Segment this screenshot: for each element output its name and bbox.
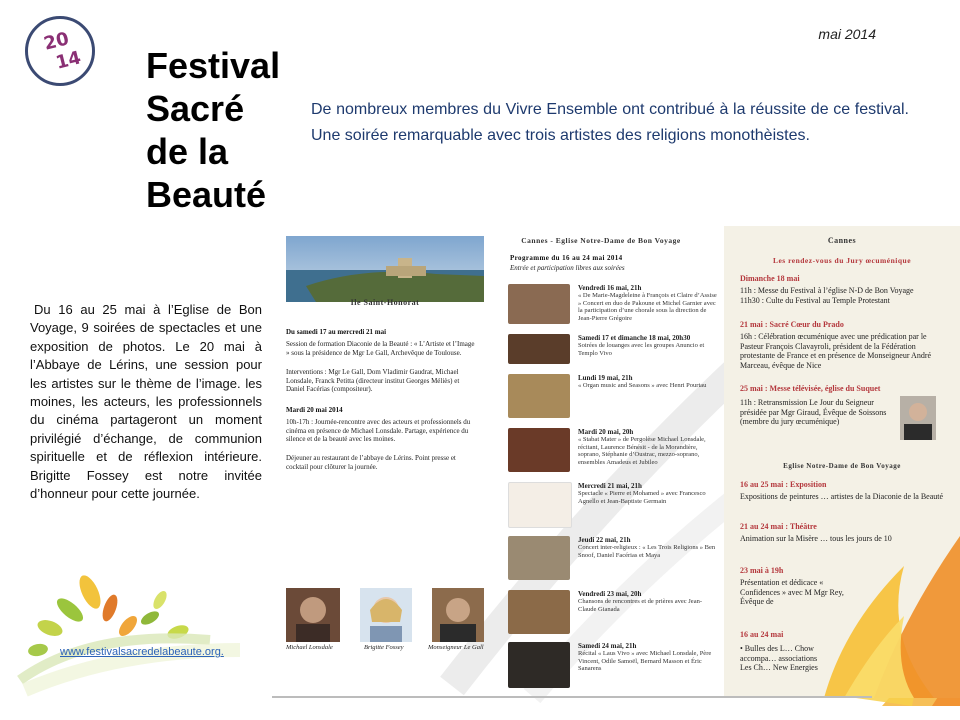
brochure-column-programme xyxy=(496,226,717,698)
event-description: Soirées de louanges avec les groupes Anuncio et Templo Vivo xyxy=(578,342,705,357)
jury-section-text: Animation sur la Misère … tous les jours de 10 xyxy=(740,534,892,543)
jury-section-text: • Bulles des L… Chow accompa… associations Les Ch… New Energies xyxy=(740,644,818,672)
photo-caption: Brigitte Fossey xyxy=(364,644,404,651)
jury-subheading: Les rendez-vous du Jury œcuménique xyxy=(772,256,912,265)
jury-section-text: Expositions de peintures … artistes de la Diaconie de la Beauté xyxy=(740,492,944,501)
festival-website-link[interactable]: www.festivalsacredelabeaute.org. xyxy=(60,646,224,658)
programme-dates: Programme du 16 au 24 mai 2014 xyxy=(510,254,623,262)
year-badge xyxy=(25,16,95,86)
event-description: Récital « Laus Vivo » avec Michael Lonsdale, Père Vincent, Odile Samoël, Bernard Masson et Éric Sanarens xyxy=(578,650,712,672)
bottom-divider xyxy=(272,696,872,698)
date-label: mai 2014 xyxy=(818,26,876,42)
portrait-monseigneur-le-gall xyxy=(432,588,484,642)
event-description: « Organ music and Seasons » avec Henri Pourtau xyxy=(578,382,707,389)
jury-section-heading: 23 mai à 19h xyxy=(740,566,784,575)
event-date: Jeudi 22 mai, 21h xyxy=(578,536,631,544)
programme-entry-note: Entrée et participation libres aux soirées xyxy=(510,264,625,272)
programme-event xyxy=(508,534,718,582)
jury-section-heading: 16 au 25 mai : Exposition xyxy=(740,480,827,489)
event-date: Vendredi 23 mai, 20h xyxy=(578,590,642,598)
intro-paragraph: De nombreux membres du Vivre Ensemble ont contribué à la réussite de ce festival. Une soirée remarquable avec trois artistes des religions monothèistes. xyxy=(311,101,909,144)
title-line: Sacré xyxy=(146,88,245,129)
programme-event xyxy=(508,426,718,474)
jury-section-text: 11h30 : Culte du Festival au Temple Protestant xyxy=(740,296,890,305)
event-photo xyxy=(508,374,570,418)
title-line: Festival xyxy=(146,45,281,86)
portrait-mgr-giraud xyxy=(900,396,936,440)
event-photo xyxy=(508,284,570,324)
year-badge-line1: 20 xyxy=(41,28,72,55)
jury-section-heading: 25 mai : Messe télévisée, église du Suquet xyxy=(740,384,881,393)
event-description: Spectacle « Pierre et Mohamed » avec Francesco Agnello et Jean-Baptiste Germain xyxy=(578,490,706,505)
portrait-brigitte-fossey xyxy=(360,588,412,642)
programme-event xyxy=(508,480,718,530)
brochure-column-jury xyxy=(724,226,960,698)
programme-event xyxy=(508,588,718,634)
event-photo xyxy=(508,642,570,688)
event-photo xyxy=(508,334,570,364)
section-heading: Du samedi 17 au mercredi 21 mai xyxy=(286,328,387,336)
section-heading: Mardi 20 mai 2014 xyxy=(286,406,343,414)
jury-section-text: 16h : Célébration œcuménique avec une prédication par le Pasteur François Clavayroli, président de la Fédération protestante de France et en présence de Monseigneur André Marceau, évêque de Nice xyxy=(740,332,932,370)
programme-event xyxy=(508,282,718,328)
title-line: Beauté xyxy=(146,174,267,215)
jury-heading: Cannes xyxy=(827,236,857,245)
event-description: « Stabat Mater » de Pergolèse Michael Lonsdale, récitant, Laurence Bénésit - de la Morandière, soprano, Stéphanie d’Oustrac, mezzo-soprano, ensembles Amadeus et Jubileo xyxy=(578,436,706,466)
event-description: Concert inter-religieux : « Les Trois Religions » Ben Snoof, Daniel Facérias et Maya xyxy=(578,544,716,559)
year-badge-line2: 14 xyxy=(53,47,84,74)
festival-brochure-image xyxy=(272,226,960,698)
event-date: Mercredi 21 mai, 21h xyxy=(578,482,642,490)
programme-heading: Cannes - Eglise Notre-Dame de Bon Voyage xyxy=(521,236,681,245)
event-photo xyxy=(508,590,570,634)
jury-section-heading: 21 mai : Sacré Cœur du Prado xyxy=(740,320,844,329)
section-text: Session de formation Diaconie de la Beauté : « L’Artiste et l’Image » sous la présidence de Mgr Le Gall, Archevêque de Toulouse. xyxy=(286,340,475,357)
section-text: Interventions : Mgr Le Gall, Dom Vladimir Gaudrat, Michael Lonsdale, Franck Petitta (directeur institut Georges Méliès) et Daniel Facérias (compositeur). xyxy=(286,368,460,393)
place-heading: Ile Saint-Honorat xyxy=(350,298,420,307)
jury-section-text: 11h : Messe du Festival à l’église N-D de Bon Voyage xyxy=(740,286,914,295)
body-paragraph: Du 16 au 25 mai à l’Eglise de Bon Voyage, 9 soirées de spectacles et une exposition de photos. Le 20 mai à l’Abbaye de Lérins, une session pour les artistes sur le thème de l’image. les moines, les acteurs, les professionnels du cinéma partageront un moment privilégié d’échange, de communion spirituelle et de réflexion intérieure. Brigitte Fossey est notre invitée d’honneur pour cette journée. xyxy=(30,302,262,502)
jury-section-text: Présentation et dédicace « Confidences » avec M Mgr Rey, Évêque de xyxy=(740,578,844,606)
event-description: Chansons de rencontres et de prières avec Jean-Claude Gianada xyxy=(578,598,702,613)
page-title xyxy=(146,44,280,216)
section-text: 10h-17h : Journée-rencontre avec des acteurs et professionnels du cinéma en présence de Michael Lonsdale. Partage, expérience du silence et de la beauté avec les moines. xyxy=(286,418,471,443)
event-date: Samedi 24 mai, 21h xyxy=(578,642,637,650)
brochure-column-ile-saint-honorat xyxy=(272,226,484,698)
event-photo xyxy=(508,428,570,472)
event-date: Lundi 19 mai, 21h xyxy=(578,374,633,382)
photo-caption: Monseigneur Le Gall xyxy=(428,644,484,651)
section-text: Déjeuner au restaurant de l’abbaye de Lérins. Point presse et cocktail pour clôturer la journée. xyxy=(286,454,456,471)
programme-event xyxy=(508,332,718,368)
jury-section-heading: 16 au 24 mai xyxy=(740,630,784,639)
programme-event xyxy=(508,372,718,420)
photo-caption: Michael Lonsdale xyxy=(286,644,333,651)
exhibit-heading: Eglise Notre-Dame de Bon Voyage xyxy=(783,462,901,470)
jury-section-text: 11h : Retransmission Le Jour du Seigneur présidée par Mgr Giraud, Évêque de Soissons (membre du jury œcuménique) xyxy=(740,398,887,426)
portrait-michael-lonsdale xyxy=(286,588,340,642)
title-line: de la xyxy=(146,131,229,172)
festival-leaf-logo xyxy=(0,570,270,720)
jury-section-heading: Dimanche 18 mai xyxy=(740,274,800,283)
abbey-island-photo xyxy=(286,236,484,302)
event-photo xyxy=(508,482,572,528)
flame-decoration xyxy=(784,526,960,698)
programme-event xyxy=(508,640,718,690)
jury-section-heading: 21 au 24 mai : Théâtre xyxy=(740,522,817,531)
event-photo xyxy=(508,536,570,580)
event-date: Vendredi 16 mai, 21h xyxy=(578,284,642,292)
event-date: Samedi 17 et dimanche 18 mai, 20h30 xyxy=(578,334,691,342)
event-date: Mardi 20 mai, 20h xyxy=(578,428,634,436)
event-description: « De Marie-Magdeleine à François et Claire d’Assise » Concert en duo de Pakoune et Michel Garnier avec la participation d’une chorale sous la direction de Jean-Pierre Grégoire xyxy=(578,292,717,322)
